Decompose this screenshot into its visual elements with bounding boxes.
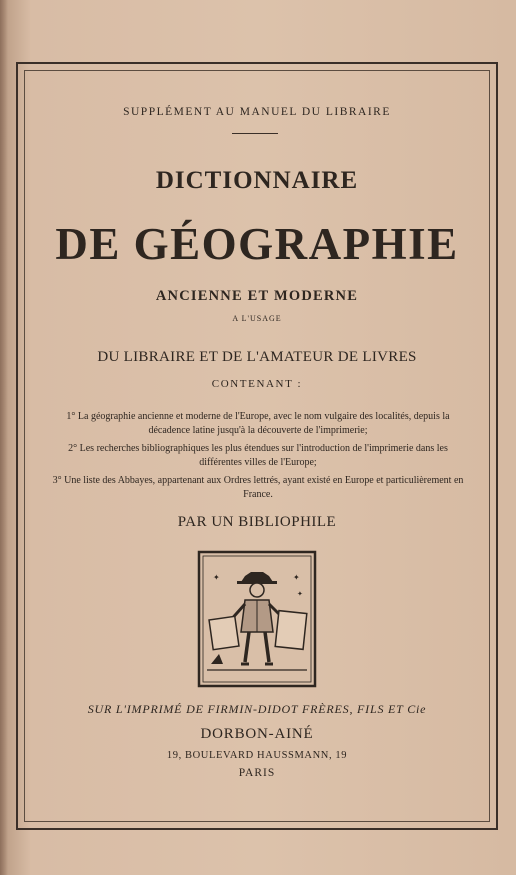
contents-item-1: 1° La géographie ancienne et moderne de l'Europe, avec le nom vulgaire des localités, depuis la décadence latine jusqu'à la découverte de l'imprimerie; [66, 411, 450, 436]
author-line: PAR UN BIBLIOPHILE [177, 514, 337, 530]
printer-line: SUR L'IMPRIMÉ DE FIRMIN-DIDOT FRÈRES, FILS ET Cie [87, 702, 427, 716]
city-line: PARIS [238, 767, 276, 779]
contents-item-2: 2° Les recherches bibliographiques les plus étendues sur l'introduction de l'imprimerie dans les différentes villes de l'Europe; [68, 443, 448, 468]
page-gutter-shadow [0, 0, 8, 875]
title-geographie: DE GÉOGRAPHIE [55, 219, 459, 269]
address-line: 19, BOULEVARD HAUSSMANN, 19 [166, 750, 348, 761]
subtitle: ANCIENNE ET MODERNE [155, 288, 359, 304]
svg-text:✦: ✦ [293, 573, 300, 582]
supplement-line: SUPPLÉMENT AU MANUEL DU LIBRAIRE [123, 106, 391, 118]
title-dictionnaire: DICTIONNAIRE [155, 167, 359, 194]
publisher-line: DORBON-AINÉ [200, 726, 314, 742]
contenant-heading: CONTENANT : [211, 378, 303, 390]
svg-text:✦: ✦ [297, 590, 303, 598]
usage-line: A L'USAGE [232, 314, 282, 323]
svg-text:✦: ✦ [213, 573, 220, 582]
audience-line: DU LIBRAIRE ET DE L'AMATEUR DE LIVRES [97, 349, 417, 365]
divider-rule [232, 133, 278, 134]
contents-item-3: 3° Une liste des Abbayes, appartenant aux Ordres lettrés, ayant existé en Europe et particulièrement en France. [52, 475, 464, 500]
printer-emblem-icon [197, 550, 317, 688]
